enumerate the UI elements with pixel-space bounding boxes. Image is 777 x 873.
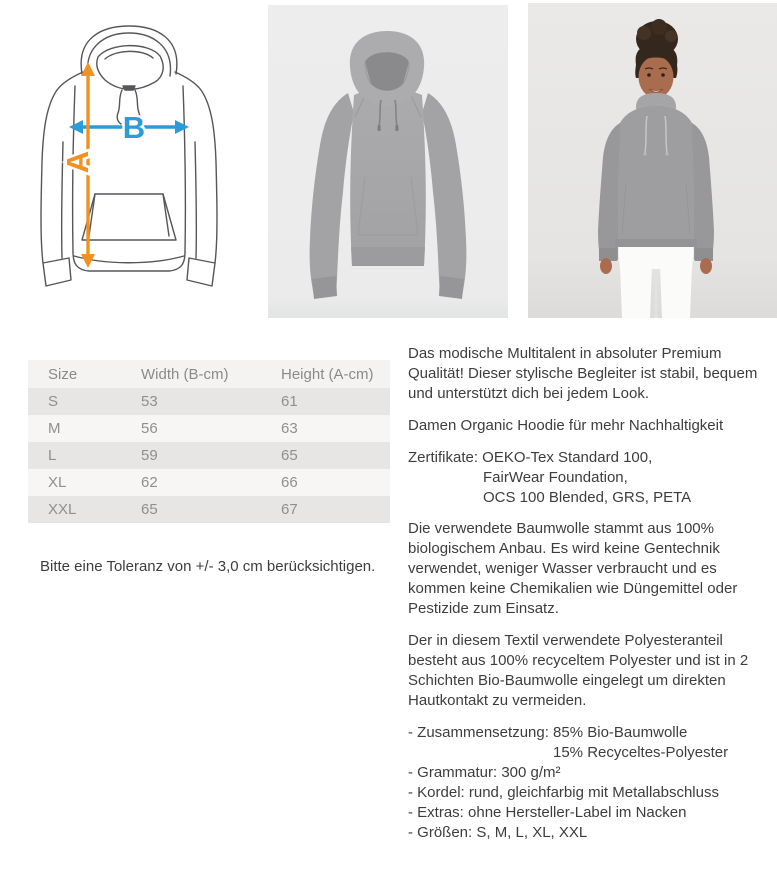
column-header-width: Width (B-cm) <box>141 365 229 383</box>
description-subtitle: Damen Organic Hoodie für mehr Nachhaltigkeit <box>408 417 724 434</box>
width-value: 56 <box>141 420 158 437</box>
certificates-line: Zertifikate: OEKO-Tex Standard 100, <box>408 449 653 466</box>
certificates-line: FairWear Foundation, <box>483 469 628 486</box>
certificates-line: OCS 100 Blended, GRS, PETA <box>483 489 692 506</box>
height-arrow-a-icon <box>60 62 95 268</box>
spec-item: 15% Recyceltes-Polyester <box>553 744 729 761</box>
table-row <box>28 496 390 523</box>
height-value: 63 <box>281 420 298 437</box>
product-description <box>408 344 774 843</box>
height-value: 66 <box>281 474 298 491</box>
hoodie-outline-drawing <box>30 22 240 304</box>
column-header-height: Height (A-cm) <box>281 365 374 383</box>
tolerance-note: Bitte eine Toleranz von +/- 3,0 cm berücksichtigen. <box>40 558 376 575</box>
spec-item: - Größen: S, M, L, XL, XXL <box>408 824 588 841</box>
product-photo-flat <box>268 5 508 318</box>
column-header-size: Size <box>48 365 78 383</box>
face <box>638 53 674 98</box>
size-value: M <box>48 420 61 437</box>
measurement-diagram <box>30 22 240 304</box>
size-value: XXL <box>48 501 77 518</box>
size-value: L <box>48 447 57 464</box>
width-value: 53 <box>141 393 158 410</box>
description-cotton: Die verwendete Baumwolle stammt aus 100% biologischem Anbau. Es wird keine Gentechnik verwendet, weniger Wasser verbraucht und es kommen keine Chemikalien wie Düngemittel oder Pestizide zum Einsatz. <box>408 520 738 617</box>
size-value: XL <box>48 474 67 491</box>
certificates-block <box>408 448 774 508</box>
flat-hoodie-illustration <box>268 5 508 318</box>
table-row <box>28 415 390 442</box>
width-label-b: B <box>122 110 146 145</box>
table-row <box>28 469 390 496</box>
spec-list <box>408 723 774 843</box>
width-value: 62 <box>141 474 158 491</box>
product-photo-model <box>528 3 777 318</box>
height-value: 61 <box>281 393 298 410</box>
spec-item: - Grammatur: 300 g/m² <box>408 764 561 781</box>
width-value: 65 <box>141 501 158 518</box>
table-row <box>28 388 390 415</box>
height-value: 65 <box>281 447 298 464</box>
height-label-a: A <box>60 150 95 174</box>
width-value: 59 <box>141 447 158 464</box>
size-table-header-row <box>28 360 390 388</box>
spec-item: - Extras: ohne Hersteller-Label im Nacken <box>408 804 687 821</box>
size-table <box>28 360 390 523</box>
size-value: S <box>48 393 59 410</box>
description-polyester: Der in diesem Textil verwendete Polyesteranteil besteht aus 100% recyceltem Polyester und ist in 2 Schichten Bio-Baumwolle eingelegt um direkten Hautkontakt zu vermeiden. <box>408 632 749 709</box>
right-hand <box>700 258 712 274</box>
white-pants <box>618 247 694 318</box>
height-value: 67 <box>281 501 298 518</box>
spec-item: - Kordel: rund, gleichfarbig mit Metallabschluss <box>408 784 719 801</box>
model-wearing-hoodie-illustration <box>528 3 777 318</box>
left-hand <box>600 258 612 274</box>
hoodie-body <box>350 89 426 265</box>
description-intro: Das modische Multitalent in absoluter Premium Qualität! Dieser stylische Begleiter ist stabil, bequem und unterstützt dich bei jedem Look. <box>408 345 758 402</box>
spec-item: - Zusammensetzung: 85% Bio-Baumwolle <box>408 724 688 741</box>
table-row <box>28 442 390 469</box>
